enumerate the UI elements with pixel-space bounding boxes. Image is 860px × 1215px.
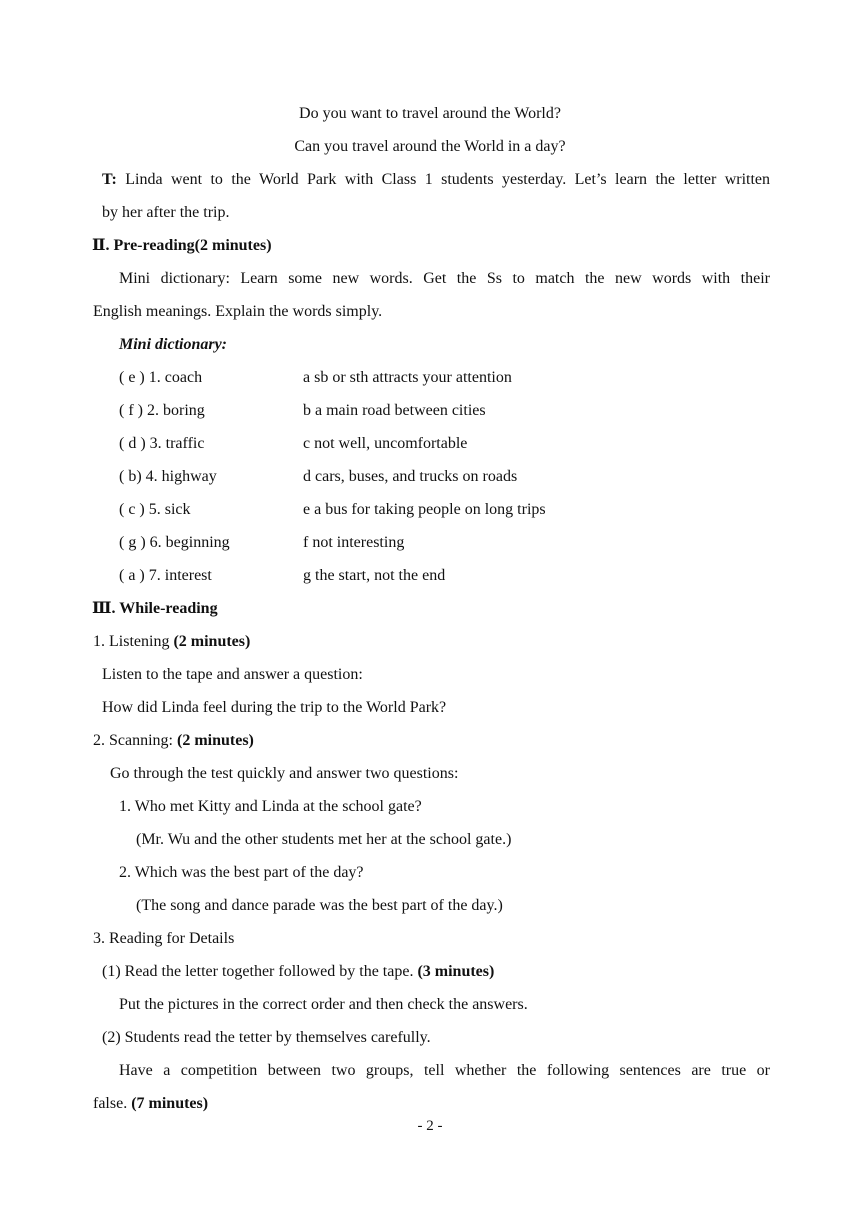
pre-reading-instruction-2: English meanings. Explain the words simply. bbox=[93, 303, 383, 320]
details-step-2: (2) Students read the tetter by themselves carefully. bbox=[102, 1029, 431, 1046]
mini-dictionary-title: Mini dictionary: bbox=[119, 336, 228, 353]
teacher-label: T: bbox=[102, 171, 117, 188]
details-step-2-instruction-1: Have a competition between two groups, tell whether the following sentences are true or bbox=[119, 1062, 770, 1079]
scanning-line bbox=[93, 731, 254, 751]
scanning-answer-2: (The song and dance parade was the best part of the day.) bbox=[136, 897, 503, 914]
dict-question: ( c ) 5. sick bbox=[119, 501, 191, 518]
dict-question: ( b) 4. highway bbox=[119, 468, 217, 485]
scanning-question-1: 1. Who met Kitty and Linda at the school gate? bbox=[119, 798, 422, 815]
listening-label: 1. Listening bbox=[93, 633, 174, 650]
pre-reading-heading: Ⅱ. Pre-reading(2 minutes) bbox=[92, 237, 272, 254]
dict-meaning: d cars, buses, and trucks on roads bbox=[303, 468, 518, 485]
dict-meaning: c not well, uncomfortable bbox=[303, 435, 468, 452]
dict-question: ( f ) 2. boring bbox=[119, 402, 205, 419]
dict-question: ( e ) 1. coach bbox=[119, 369, 203, 386]
intro-line-2: Can you travel around the World in a day? bbox=[294, 138, 566, 155]
details-step-2-instruction-2 bbox=[93, 1094, 208, 1114]
scanning-instruction: Go through the test quickly and answer two questions: bbox=[110, 765, 459, 782]
details-step-1-instruction: Put the pictures in the correct order and then check the answers. bbox=[119, 996, 528, 1013]
teacher-paragraph-line-1 bbox=[102, 170, 770, 190]
page-number: - 2 - bbox=[417, 1118, 443, 1134]
details-step-1 bbox=[102, 962, 494, 982]
dict-meaning: b a main road between cities bbox=[303, 402, 486, 419]
dict-question: ( g ) 6. beginning bbox=[119, 534, 230, 551]
pre-reading-instruction-1: Mini dictionary: Learn some new words. Get the Ss to match the new words with their bbox=[119, 270, 770, 287]
while-reading-heading: Ⅲ. While-reading bbox=[92, 600, 218, 617]
details-step-1-time: (3 minutes) bbox=[417, 963, 495, 980]
details-step-1-text: (1) Read the letter together followed by the tape. bbox=[102, 963, 418, 980]
details-step-2-text: false. bbox=[93, 1095, 132, 1112]
listening-question: How did Linda feel during the trip to the World Park? bbox=[102, 699, 447, 716]
details-step-2-time: (7 minutes) bbox=[131, 1095, 209, 1112]
dict-meaning: a sb or sth attracts your attention bbox=[303, 369, 512, 386]
dict-question: ( a ) 7. interest bbox=[119, 567, 212, 584]
dict-question: ( d ) 3. traffic bbox=[119, 435, 205, 452]
dict-meaning: e a bus for taking people on long trips bbox=[303, 501, 546, 518]
scanning-time: (2 minutes) bbox=[177, 732, 254, 749]
intro-line-1: Do you want to travel around the World? bbox=[299, 105, 561, 122]
teacher-text-1: Linda went to the World Park with Class 1 students yesterday. Let’s learn the letter written bbox=[125, 171, 771, 188]
listening-instruction: Listen to the tape and answer a question: bbox=[102, 666, 363, 683]
details-heading: 3. Reading for Details bbox=[93, 930, 235, 947]
scanning-label: 2. Scanning: bbox=[93, 732, 177, 749]
dict-meaning: g the start, not the end bbox=[303, 567, 446, 584]
scanning-answer-1: (Mr. Wu and the other students met her at the school gate.) bbox=[136, 831, 512, 848]
listening-line bbox=[93, 632, 250, 652]
scanning-question-2: 2. Which was the best part of the day? bbox=[119, 864, 364, 881]
teacher-text-2: by her after the trip. bbox=[102, 204, 230, 221]
listening-time: (2 minutes) bbox=[173, 633, 251, 650]
dict-meaning: f not interesting bbox=[303, 534, 405, 551]
